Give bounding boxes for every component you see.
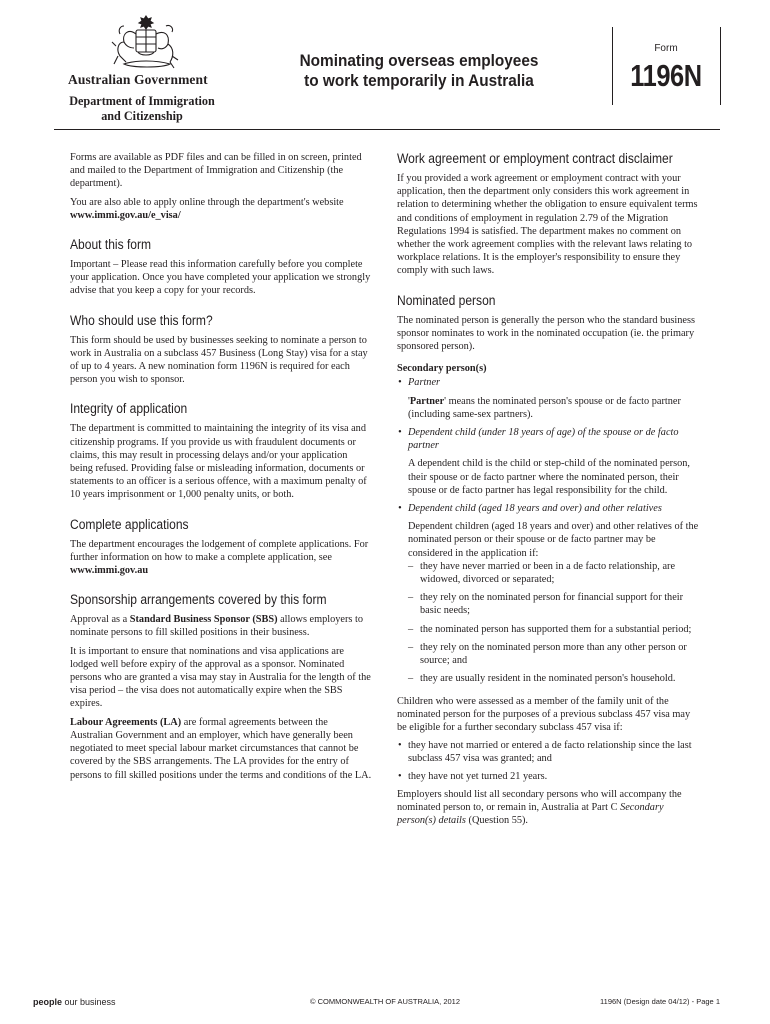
form-label: Form (654, 43, 678, 54)
intro-paragraph-2 (70, 196, 372, 222)
sponsorship-heading: Sponsorship arrangements covered by this form (70, 592, 327, 608)
bullet-partner: • Partner (397, 376, 699, 389)
complete-text: The department encourages the lodgement of complete applications. For further information on how to make a complete application, see (70, 538, 369, 563)
sponsorship-paragraph-2: It is important to ensure that nominations and visa applications are lodged well before expiry of the approval as a sponsor. Nominated persons who are granted a visa may stay in Australia for the length of the visa period – the visa does not automatically expire when the SBS expires. (70, 645, 371, 710)
children-paragraph: Children who were assessed as a member of the family unit of the nominated person for the purposes of a previous subclass 457 visa may be eligible for a further secondary subclass 457 visa if: (397, 695, 691, 733)
intro-text: You are also able to apply online through the department's website (70, 196, 344, 208)
sponsorship-paragraph-1 (70, 613, 372, 639)
condition-item: – they rely on the nominated person for financial support for their basic needs; (397, 591, 699, 617)
sponsorship-paragraph-3 (70, 716, 372, 782)
part-c-reference: Secondary person(s) details (397, 801, 664, 827)
la-post: are formal agreements between the Australian Government and an employer, which have generally been negotiated to meet special labour market circumstances that cannot be covered by the SBS arrangements. The LA provides for the entry of persons to fill skilled positions under the terms and conditions of the LA. (70, 716, 372, 781)
condition-item: – they rely on the nominated person more than any other person or source; and (397, 641, 699, 667)
who-paragraph: This form should be used by businesses seeking to nominate a person to work in Australia on a subclass 457 Business (Long Stay) visa for a stay of up to 4 years. A new nomination form 1196N is required for each person you wish to sponsor. (70, 334, 368, 386)
footer-tagline (33, 997, 116, 1007)
condition-item: – they have never married or been in a de facto relationship, are widowed, divorced or separated; (397, 560, 699, 586)
complete-heading: Complete applications (70, 516, 189, 532)
nominated-heading: Nominated person (397, 292, 496, 308)
about-paragraph: Important – Please read this information carefully before you complete your application. Once you have completed your application we strongly advise that you keep a copy for your records. (70, 259, 371, 297)
form-title (288, 51, 550, 91)
condition-item: – they are usually resident in the nominated person's household. (397, 672, 699, 685)
government-name: Australian Government (68, 72, 208, 87)
relatives-definition: Dependent children (aged 18 years and over) and other relatives of the nominated person or their spouse or de facto partner may be considered in the application if: (408, 521, 699, 559)
footer-page-info: 1196N (Design date 04/12) - Page 1 (600, 997, 720, 1006)
sbs-post: allows employers to nominate persons to fill skilled positions in their business. (70, 614, 364, 639)
partner-definition (397, 395, 699, 421)
sbs-term: Standard Business Sponsor (SBS) (129, 614, 278, 626)
child-definition: A dependent child is the child or step-child of the nominated person, their spouse or de facto partner where the nominated person, their spouse or de facto partner has legal responsibility for the child. (408, 458, 690, 496)
immi-link[interactable]: www.immi.gov.au (70, 565, 149, 577)
la-term: Labour Agreements (LA) (70, 716, 182, 728)
sbs-pre: Approval as a (70, 614, 130, 626)
disclaimer-paragraph: If you provided a work agreement or employment contract with your application, then the department only considers this work agreement in relation to determining whether the obligation to ensure equivalent terms and conditions of employment in regulation 2.79 of the Migration Regulations 1994 is satisfied. The department makes no comment on whether the work agreement complies with the relevant laws relating to workplace relations. It is the employer's responsibility to ensure they comply with such laws. (397, 173, 698, 277)
footer-copyright: © COMMONWEALTH OF AUSTRALIA, 2012 (310, 997, 460, 1006)
integrity-paragraph: The department is committed to maintaining the integrity of its visa and citizenship programs. If you provide us with fraudulent documents or claims, this may result in processing delays and/or your application being refused. Providing false or misleading information, documents or statements to an officer is a serious offence, with a maximum penalty of 10 years imprisonment or 1,000 penalty units, or both. (70, 423, 367, 501)
secondary-heading: Secondary person(s) (397, 363, 487, 375)
left-column (70, 151, 372, 787)
disclaimer-heading: Work agreement or employment contract disclaimer (397, 151, 673, 166)
nominated-paragraph: The nominated person is generally the person who the standard business sponsor nominates to work in the nominated occupation (ie. the primary sponsored person). (397, 314, 695, 353)
evisa-link[interactable]: www.immi.gov.au/e_visa/ (70, 209, 181, 221)
tagline-rest: our business (62, 997, 116, 1007)
question-reference: (Question 55). (465, 815, 528, 827)
department-name: Department of Immigration and Citizenship (69, 94, 215, 123)
employers-text: Employers should list all secondary persons who will accompany the nominated person to, or remain in, Australia at Part C (397, 788, 682, 813)
complete-paragraph (70, 538, 372, 578)
coat-of-arms-icon (104, 12, 188, 72)
condition-item: – the nominated person has supported them for a substantial period; (397, 623, 699, 636)
partner-quote: ' (408, 395, 410, 407)
bullet-dependent-child: • Dependent child (under 18 years of age) of the spouse or de facto partner (397, 426, 699, 452)
tagline-bold: people (33, 997, 63, 1007)
partner-post: ' means the nominated person's spouse or de facto partner (including same-sex partners). (408, 395, 681, 420)
right-column (397, 151, 699, 832)
integrity-heading: Integrity of application (70, 401, 188, 417)
form-title-line-1: Nominating overseas employees (299, 52, 539, 70)
partner-term: Partner (409, 395, 445, 407)
form-number: 1196N (630, 58, 702, 93)
header-divider (54, 129, 720, 130)
children-bullet: • they have not married or entered a de facto relationship since the last subclass 457 visa was granted; and (397, 739, 699, 765)
about-heading: About this form (70, 237, 152, 253)
children-bullet: • they have not yet turned 21 years. (397, 770, 699, 783)
bullet-relatives: • Dependent child (aged 18 years and over) and other relatives (397, 502, 699, 515)
employers-paragraph (397, 788, 699, 828)
intro-paragraph-1: Forms are available as PDF files and can be filled in on screen, printed and mailed to the Department of Immigration and Citizenship (the department). (70, 152, 362, 190)
who-heading: Who should use this form? (70, 312, 213, 328)
form-title-line-2: to work temporarily in Australia (304, 72, 534, 90)
